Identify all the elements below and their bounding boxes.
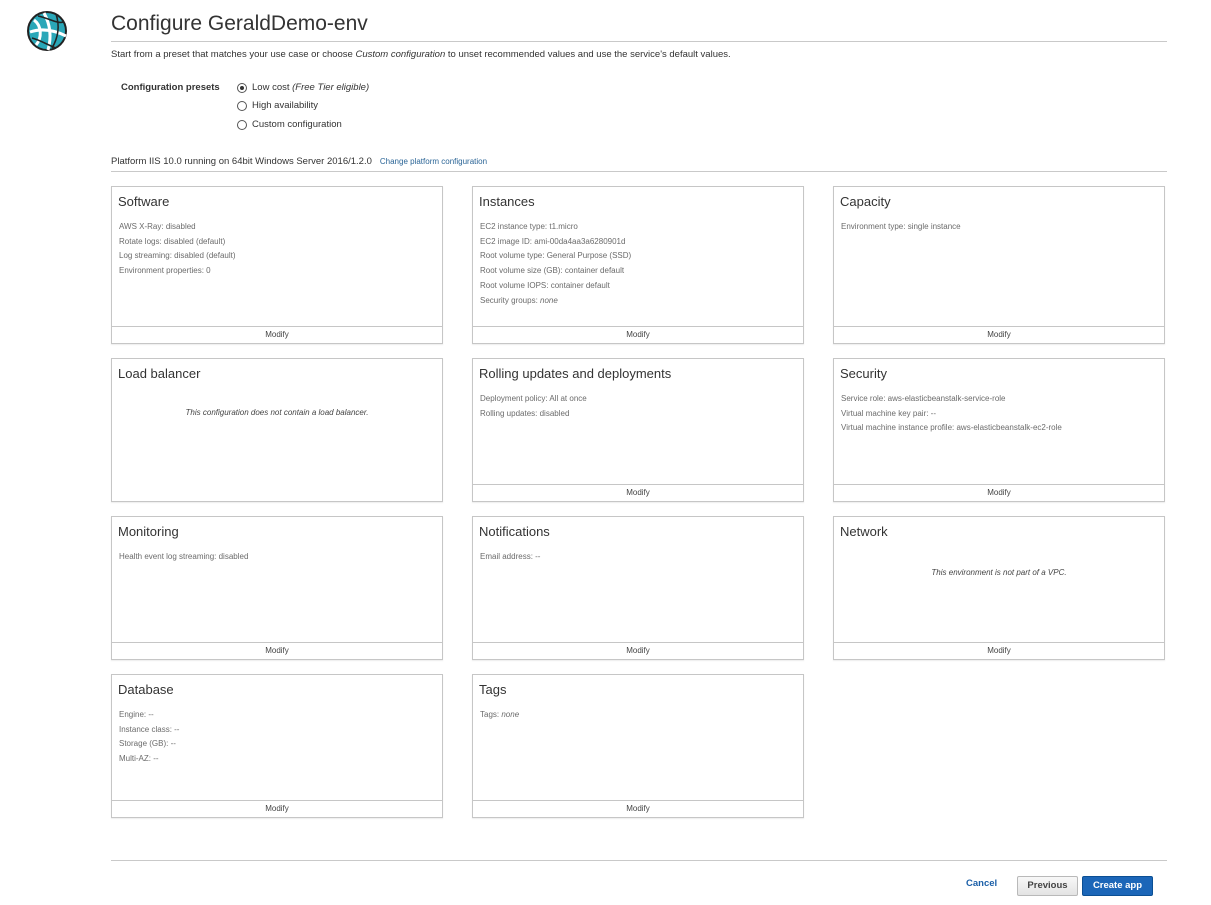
subtitle-text-2: to unset recommended values and use the service's default values. <box>445 49 731 60</box>
card-line: Virtual machine key pair: -- <box>841 408 936 418</box>
card-line: AWS X-Ray: disabled <box>119 222 196 231</box>
security-groups-value: none <box>540 295 558 305</box>
card-notifications-lines <box>480 550 540 565</box>
presets-label: Configuration presets <box>121 82 220 93</box>
radio-low-cost-icon[interactable] <box>237 83 247 93</box>
preset-low-cost[interactable] <box>237 82 369 93</box>
card-rolling-updates-lines <box>480 392 587 421</box>
card-line: Environment type: single instance <box>841 222 961 231</box>
software-modify-button[interactable]: Modify <box>112 326 442 343</box>
card-line: Virtual machine instance profile: aws-elasticbeanstalk-ec2-role <box>841 423 1062 433</box>
subtitle-emphasis: Custom configuration <box>355 49 446 60</box>
card-software-lines <box>119 220 236 279</box>
card-line: Instance class: -- <box>119 724 180 734</box>
card-line: Multi-AZ: -- <box>119 754 159 764</box>
card-software-title: Software <box>118 194 170 209</box>
load-balancer-note: This configuration does not contain a load balancer. <box>185 408 369 417</box>
preset-high-availability-label: High availability <box>252 100 319 111</box>
card-capacity-lines <box>841 220 961 235</box>
card-network-title: Network <box>840 524 888 539</box>
radio-custom-configuration-icon[interactable] <box>237 120 247 130</box>
platform-divider <box>111 171 1167 172</box>
card-software <box>111 186 443 344</box>
card-line: Engine: -- <box>119 710 154 719</box>
preset-custom-configuration[interactable] <box>237 119 342 130</box>
card-line: Deployment policy: All at once <box>480 394 587 403</box>
change-platform-link[interactable]: Change platform configuration <box>379 157 488 166</box>
preset-low-cost-label: Low cost <box>252 82 290 93</box>
card-load-balancer-title: Load balancer <box>118 366 201 381</box>
capacity-modify-button[interactable]: Modify <box>834 326 1164 343</box>
preset-custom-configuration-label: Custom configuration <box>252 119 342 130</box>
card-network <box>833 516 1165 660</box>
elastic-beanstalk-logo-icon <box>26 10 68 52</box>
card-line <box>480 708 519 723</box>
card-tags-title: Tags <box>479 682 507 697</box>
card-line: Rolling updates: disabled <box>480 408 570 418</box>
card-monitoring-title: Monitoring <box>118 524 179 539</box>
page-title: Configure GeraldDemo-env <box>111 12 368 35</box>
card-capacity <box>833 186 1165 344</box>
preset-high-availability[interactable] <box>237 100 318 111</box>
card-notifications <box>472 516 804 660</box>
network-modify-button[interactable]: Modify <box>834 642 1164 659</box>
network-note: This environment is not part of a VPC. <box>931 568 1067 577</box>
monitoring-modify-button[interactable]: Modify <box>112 642 442 659</box>
preset-low-cost-note: (Free Tier eligible) <box>292 82 370 93</box>
card-capacity-title: Capacity <box>840 194 891 209</box>
title-divider <box>111 41 1167 42</box>
card-line <box>480 294 631 309</box>
card-rolling-updates-title: Rolling updates and deployments <box>479 366 672 381</box>
previous-button[interactable]: Previous <box>1017 876 1078 896</box>
card-line: EC2 image ID: ami-00da4aa3a6280901d <box>480 236 626 246</box>
card-database-lines <box>119 708 179 767</box>
card-monitoring <box>111 516 443 660</box>
security-groups-label: Security groups: <box>480 295 541 305</box>
card-instances-title: Instances <box>479 194 535 209</box>
security-modify-button[interactable]: Modify <box>834 484 1164 501</box>
platform-info <box>111 156 487 167</box>
card-security-lines <box>841 392 1062 436</box>
card-database <box>111 674 443 818</box>
card-security <box>833 358 1165 502</box>
card-monitoring-lines <box>119 550 248 565</box>
cancel-button[interactable]: Cancel <box>966 878 998 889</box>
card-line: Storage (GB): -- <box>119 739 176 749</box>
card-load-balancer <box>111 358 443 502</box>
card-line: Environment properties: 0 <box>119 266 211 276</box>
platform-text: Platform IIS 10.0 running on 64bit Windows Server 2016/1.2.0 <box>111 156 372 167</box>
card-instances <box>472 186 804 344</box>
card-line: Root volume type: General Purpose (SSD) <box>480 251 632 261</box>
card-line: Email address: -- <box>480 552 541 561</box>
card-rolling-updates <box>472 358 804 502</box>
card-security-title: Security <box>840 366 887 381</box>
card-line: Health event log streaming: disabled <box>119 552 249 561</box>
tags-value: none <box>501 710 520 719</box>
rolling-updates-modify-button[interactable]: Modify <box>473 484 803 501</box>
radio-high-availability-icon[interactable] <box>237 101 247 111</box>
card-tags-lines <box>480 708 519 723</box>
card-line: Root volume size (GB): container default <box>480 266 625 276</box>
card-line: Root volume IOPS: container default <box>480 280 610 290</box>
card-line: Rotate logs: disabled (default) <box>119 236 226 246</box>
card-notifications-title: Notifications <box>479 524 550 539</box>
subtitle-text-1: Start from a preset that matches your use case or choose <box>111 49 356 60</box>
card-line: Service role: aws-elasticbeanstalk-service-role <box>841 394 1006 403</box>
footer-divider <box>111 860 1167 861</box>
card-line: Log streaming: disabled (default) <box>119 251 236 261</box>
instances-modify-button[interactable]: Modify <box>473 326 803 343</box>
notifications-modify-button[interactable]: Modify <box>473 642 803 659</box>
tags-modify-button[interactable]: Modify <box>473 800 803 817</box>
card-tags <box>472 674 804 818</box>
card-line: EC2 instance type: t1.micro <box>480 222 578 231</box>
card-database-title: Database <box>118 682 174 697</box>
create-app-button[interactable]: Create app <box>1082 876 1153 896</box>
card-instances-lines <box>480 220 631 308</box>
page-subtitle <box>111 49 731 60</box>
tags-label: Tags: <box>480 710 502 719</box>
database-modify-button[interactable]: Modify <box>112 800 442 817</box>
